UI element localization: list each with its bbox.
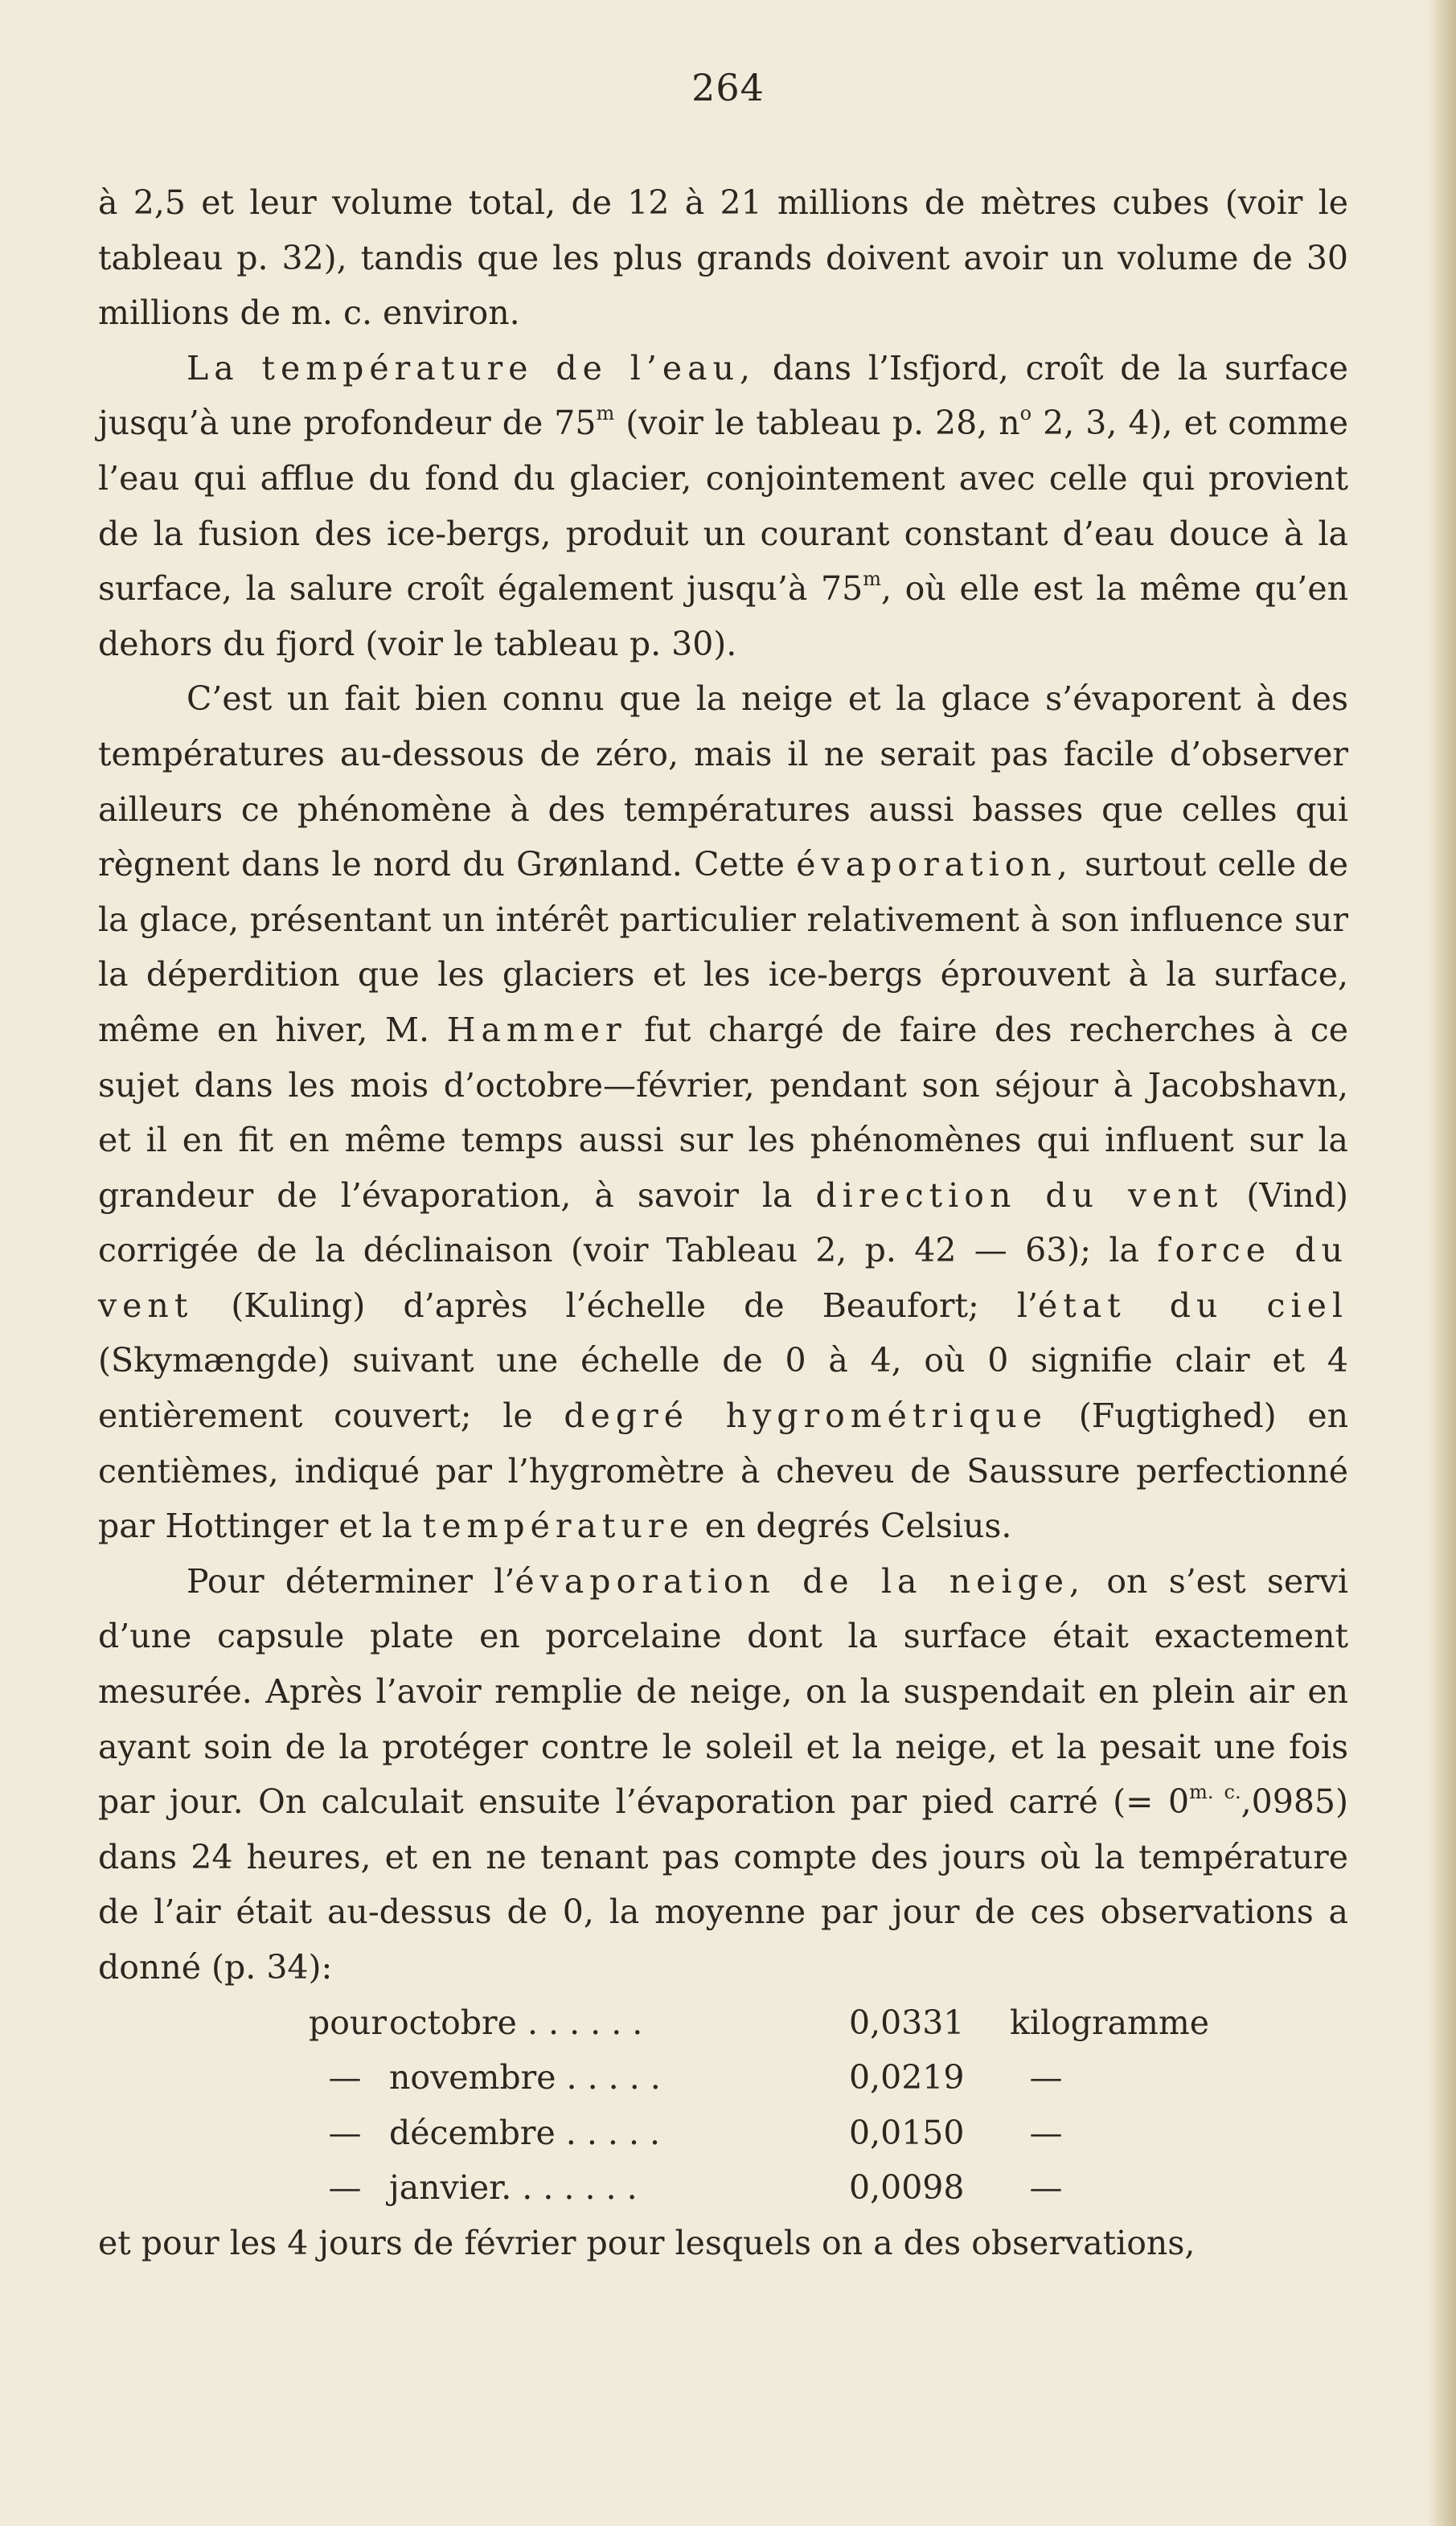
spaced-name: Hammer bbox=[446, 1010, 627, 1049]
text-run: surtout celle de la glace, présentant un intérêt particulier relativement à son influence sur la déperdition que les glaciers et les ice-bergs éprouvent à la surface, même en hiver, M. bbox=[98, 845, 1348, 1049]
text-run: C’est un fait bien connu que la neige et la glace s’évaporent à des températures au-dessous de zéro, mais il ne serait pas facile d’observer ailleurs ce phénomène à des températures aussi basses que celles qui règnent dans le nord du Grønland. Cette bbox=[98, 679, 1348, 884]
month-cell: octobre . . . . . . bbox=[389, 2003, 643, 2042]
text-run: en degrés Celsius. bbox=[694, 1507, 1012, 1546]
ditto-dash: — bbox=[328, 2113, 362, 2152]
ditto-dash: — bbox=[1029, 2058, 1063, 2097]
row-prefix bbox=[309, 2160, 389, 2216]
table-row bbox=[309, 2050, 1209, 2106]
text-run: ,0985) dans 24 heures, et en ne tenant pas compte des jours où la température de l’air était au-dessus de 0, la moyenne par jour de ces observations a donné (p. 34): bbox=[98, 1782, 1348, 1987]
unit-cell bbox=[1010, 2160, 1209, 2216]
paragraph-1: à 2,5 et leur volume total, de 12 à 21 millions de mètres cubes (voir le tableau p. 32), tandis que les plus grands doivent avoir un volume de 30 millions de m. c. environ. bbox=[98, 183, 1348, 333]
spaced-term: évaporation, bbox=[796, 845, 1073, 884]
spaced-term: degré hygrométrique bbox=[564, 1396, 1048, 1436]
spaced-term: évaporation de la neige, bbox=[515, 1561, 1086, 1601]
month-cell: janvier. . . . . . . bbox=[389, 2168, 638, 2208]
table-row bbox=[309, 2106, 1209, 2161]
text-run: (voir le tableau p. 28, n bbox=[614, 404, 1020, 443]
superscript: o bbox=[1019, 402, 1032, 425]
text-run: on s’est servi d’une capsule plate en porcelaine dont la surface était exactement mesurée. Après l’avoir remplie de neige, on la suspendait en plein air en ayant soin de la protéger contre le soleil et la neige, et la pesait une fois par jour. On calculait ensuite l’évaporation par pied carré (= 0 bbox=[98, 1561, 1348, 1822]
evaporation-table bbox=[309, 1995, 1209, 2216]
body-text bbox=[98, 175, 1348, 2271]
table-row bbox=[309, 1995, 1209, 2051]
text-run: (Skymængde) suivant une échelle de 0 à 4, où 0 signifie clair et 4 entièrement couvert; le bbox=[98, 1341, 1348, 1436]
value-cell: 0,0150 bbox=[849, 2113, 965, 2152]
paragraph-5: et pour les 4 jours de février pour lesquels on a des observations, bbox=[98, 2223, 1196, 2262]
value-cell: 0,0098 bbox=[849, 2168, 965, 2208]
ditto-dash: — bbox=[1029, 2113, 1063, 2152]
row-prefix bbox=[309, 2050, 389, 2106]
page-number: 264 bbox=[691, 66, 765, 109]
text-run: fut chargé de faire des recherches à ce sujet dans les mois d’octobre—février, pendant son séjour à Jacobshavn, et il en fit en même temps aussi sur les phénomènes qui influent sur la grandeur de l’évaporation, à savoir la bbox=[98, 1010, 1349, 1215]
text-run: , où elle est la même qu’en dehors du fjord (voir le tableau p. 30). bbox=[98, 569, 1348, 663]
text-run: dans l’Isfjord, croît de la surface jusqu’à une profondeur de 75 bbox=[98, 348, 1349, 443]
spaced-term: direction du vent bbox=[815, 1175, 1224, 1215]
unit-cell bbox=[1010, 2050, 1209, 2106]
spaced-heading: La température de l’eau, bbox=[187, 348, 757, 388]
text-run: 2, 3, 4), et comme l’eau qui afflue du fond du glacier, conjointement avec celle qui provient de la fusion des ice-bergs, produit un courant constant d’eau douce à la surface, la salure croît également jusqu’à 75 bbox=[98, 404, 1349, 609]
superscript: m. c. bbox=[1189, 1781, 1241, 1804]
text-run: (Kuling) d’après l’échelle de Beaufort; l’ bbox=[193, 1286, 1039, 1325]
unit-cell: kilogramme bbox=[1010, 2003, 1210, 2042]
unit-cell bbox=[1010, 2106, 1209, 2161]
ditto-dash: — bbox=[328, 2058, 362, 2097]
superscript: m bbox=[596, 402, 615, 425]
ditto-dash: — bbox=[1029, 2168, 1063, 2208]
paragraph-2 bbox=[98, 341, 1348, 672]
paragraph-4 bbox=[98, 1554, 1348, 1995]
month-cell: décembre . . . . . bbox=[389, 2113, 661, 2152]
paragraph-3 bbox=[98, 671, 1348, 1554]
text-run: Pour déterminer l’ bbox=[187, 1561, 515, 1601]
month-cell: novembre . . . . . bbox=[389, 2058, 661, 2097]
page-edge-shadow bbox=[1429, 0, 1456, 2526]
value-cell: 0,0219 bbox=[849, 2058, 965, 2097]
spaced-term: température bbox=[422, 1507, 695, 1546]
table-row bbox=[309, 2160, 1209, 2216]
text-run: (Vind) corrigée de la déclinaison (voir Tableau 2, p. 42 — 63); la bbox=[98, 1175, 1348, 1270]
spaced-term: état du ciel bbox=[1038, 1286, 1348, 1325]
value-cell: 0,0331 bbox=[849, 2003, 965, 2042]
superscript: m bbox=[863, 568, 881, 591]
text-run: (Fugtighed) en centièmes, indiqué par l’hygromètre à cheveu de Saussure perfectionné par Hottinger et la bbox=[98, 1396, 1348, 1546]
row-prefix bbox=[309, 2106, 389, 2161]
ditto-dash: — bbox=[328, 2168, 362, 2208]
spaced-term: force du vent bbox=[98, 1231, 1348, 1325]
row-prefix: pour bbox=[309, 2003, 387, 2042]
